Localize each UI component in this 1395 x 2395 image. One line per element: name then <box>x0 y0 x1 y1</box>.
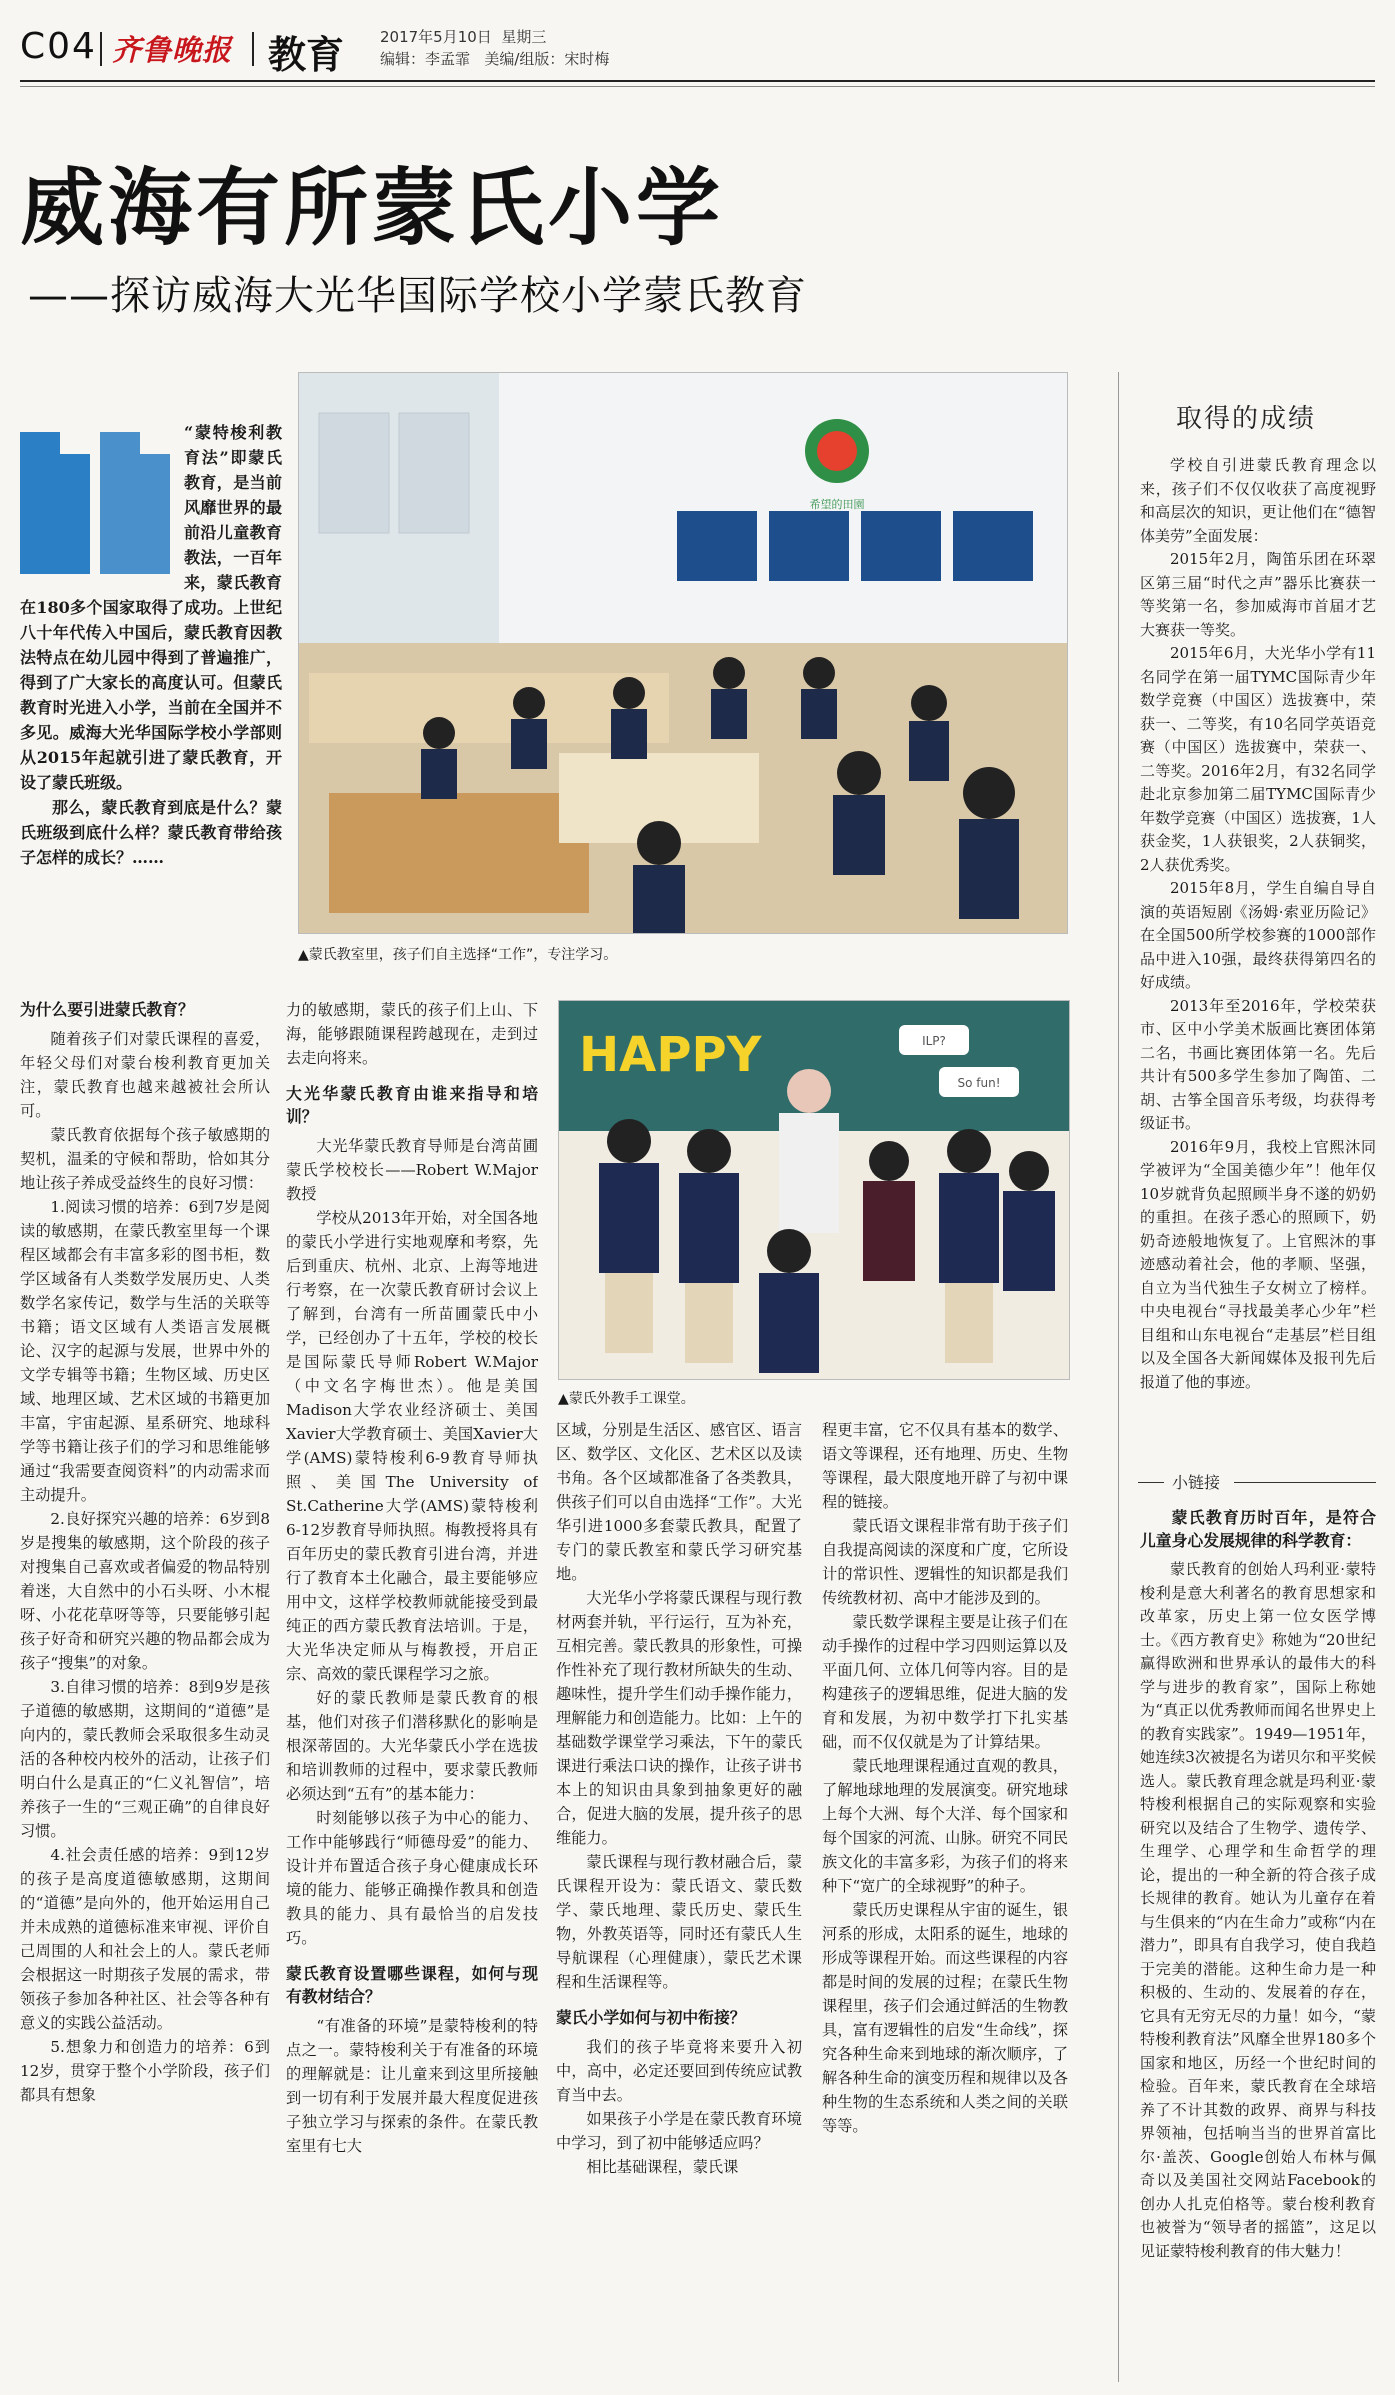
paragraph: 相比基础课程，蒙氏课 <box>586 2158 739 2176</box>
date: 2017年5月10日 <box>380 28 492 46</box>
headline: 威海有所蒙氏小学 <box>20 159 725 257</box>
classroom-photo <box>298 372 1068 934</box>
editor: 编辑：李孟霏 <box>380 50 471 68</box>
masthead-divider <box>100 32 102 66</box>
paragraph: 2.良好探究兴趣的培养：6岁到8岁是搜集的敏感期，这个阶段的孩子对搜集自己喜欢或者偏爱的物品特别着迷，大自然中的小石头呀、小木棍呀、小花花草呀等等，只要能够引起孩子好奇和研究兴趣的物品都会成为孩子“搜集”的对象。 <box>20 1510 270 1672</box>
link-heading: 蒙氏教育历时百年，是符合儿童身心发展规律的科学教育： <box>1140 1508 1376 1550</box>
paragraph: 好的蒙氏教师是蒙氏教育的根基，他们对孩子们潜移默化的影响是根深蒂固的。大光华蒙氏小学在选拔和培训教师的过程中，要求蒙氏教师必须达到“五有”的基本能力： <box>286 1689 538 1803</box>
masthead-divider <box>252 32 254 66</box>
paragraph: 2015年2月，陶笛乐团在环翠区第三届“时代之声”器乐比赛获一等奖第一名，参加威海市首届才艺大赛获一等奖。 <box>1140 550 1376 639</box>
paragraph: 力的敏感期，蒙氏的孩子们上山、下海，能够跟随课程跨越现在，走到过去走向将来。 <box>286 1001 538 1067</box>
lead-float <box>20 420 184 590</box>
paragraph: 大光华小学将蒙氏课程与现行教材两套并轨，平行运行，互为补充，互相完善。蒙氏教具的形象性，可操作性补充了现行教材所缺失的生动、趣味性，提升学生们动手操作能力，理解能力和创造能力。比如：上午的基础数学课堂学习乘法，下午的蒙氏课进行乘法口诀的操作，让孩子讲书本上的知识由具象到抽象更好的融合，促进大脑的发展，提升孩子的思维能力。 <box>556 1589 802 1847</box>
article-column-2 <box>286 998 538 2382</box>
paragraph: 时刻能够以孩子为中心的能力、工作中能够践行“师德母爱”的能力、设计并布置适合孩子身心健康成长环境的能力、能够正确操作教具和创造教具的能力、具有最恰当的启发技巧。 <box>286 1809 538 1947</box>
lead-text: “蒙特梭利教育法”即蒙氏教育，是当前风靡世界的最前沿儿童教育教法，一百年来，蒙氏教育在180多个国家取得了成功。上世纪八十年代传入中国后，蒙氏教育因教法特点在幼儿园中得到了普遍推广，得到了广大家长的高度认可。但蒙氏教育时光进入小学，当前在全国并不多见。威海大光华国际学校小学部则从2015年起就引进了蒙氏教育，开设了蒙氏班级。 <box>20 423 282 792</box>
section-heading-junior: 蒙氏小学如何与初中衔接？ <box>556 2008 746 2027</box>
paragraph: 蒙氏数学课程主要是让孩子们在动手操作的过程中学习四则运算以及平面几何、立体几何等内容。目的是构建孩子的逻辑思维，促进大脑的发育和发展，为初中数学打下扎实基础，而不仅仅就是为了计算结果。 <box>822 1613 1068 1751</box>
paragraph: 随着孩子们对蒙氏课程的喜爱，年轻父母们对蒙台梭利教育更加关注，蒙氏教育也越来越被社会所认可。 <box>20 1030 270 1120</box>
paragraph: 我们的孩子毕竟将来要升入初中，高中，必定还要回到传统应试教育当中去。 <box>556 2038 802 2104</box>
section-heading-courses: 蒙氏教育设置哪些课程，如何与现有教材结合？ <box>286 1964 538 2006</box>
section-name: 教育 <box>268 33 345 77</box>
editor-credits <box>380 48 609 69</box>
section-heading-who: 大光华蒙氏教育由谁来指导和培训？ <box>286 1084 538 1126</box>
link-label: 小链接 <box>1172 1473 1221 1492</box>
paragraph: 2015年8月，学生自编自导自演的英语短剧《汤姆·索亚历险记》在全国500所学校参赛的1000部作品中进入10强，最终获得第四名的好成绩。 <box>1140 879 1376 991</box>
issue-date <box>380 26 546 47</box>
classroom-photo-caption: ▲蒙氏教室里，孩子们自主选择“工作”，专注学习。 <box>298 947 618 963</box>
lead-text-2: 那么，蒙氏教育到底是什么？蒙氏班级到底什么样？蒙氏教育带给孩子怎样的成长？…… <box>20 798 282 867</box>
paragraph: 蒙氏历史课程从宇宙的诞生，银河系的形成，太阳系的诞生，地球的形成等课程开始。而这些课程的内容都是时间的发展的过程；在蒙氏生物课程里，孩子们会通过鲜活的生物教具，富有逻辑性的启发“生命线”，探究各种生命来到地球的渐次顺序，了解各种生命的演变历程和规律以及各种生物的生态系统和人类之间的关联等等。 <box>822 1901 1068 2135</box>
sidebar-divider <box>1118 372 1119 2382</box>
paragraph: 4.社会责任感的培养：9到12岁的孩子是高度道德敏感期，这期间的“道德”是向外的，他开始运用自己并未成熟的道德标准来审视、评价自己周围的人和社会上的人。蒙氏老师会根据这一时期孩子发展的需求，带领孩子参加各种社区、社会等各种有意义的实践公益活动。 <box>20 1846 270 2032</box>
paragraph: 2013年至2016年，学校荣获市、区中小学美术版画比赛团体第二名，书画比赛团体第一名。先后共计有500多学生参加了陶笛、二胡、古筝全国音乐考级，均获得考级证书。 <box>1140 996 1376 1132</box>
paragraph: 蒙氏语文课程非常有助于孩子们自我提高阅读的深度和广度，它所设计的常识性、逻辑性的知识都是我们传统教材初、高中才能涉及到的。 <box>822 1517 1068 1607</box>
paragraph: 2015年6月，大光华小学有11名同学在第一届TYMC国际青少年数学竞赛（中国区）选拔赛中，荣获一、二等奖，有10名同学英语竞赛（中国区）选拔赛中，荣获一、二等奖。2016年2月，有32名同学赴北京参加第二届TYMC国际青少年数学竞赛（中国区）选拔赛，1人获金奖，1人获银奖，2人获铜奖，2人获优秀奖。 <box>1140 644 1376 874</box>
paragraph: 蒙氏课程与现行教材融合后，蒙氏课程开设为：蒙氏语文、蒙氏数学、蒙氏地理、蒙氏历史、蒙氏生物，外教英语等，同时还有蒙氏人生导航课程（心理健康），蒙氏艺术课程和生活课程等。 <box>556 1853 802 1991</box>
paragraph: 大光华蒙氏教育导师是台湾苗圃蒙氏学校校长——Robert W.Major教授 <box>286 1137 538 1203</box>
paper-logo: 齐鲁晚报 <box>112 33 233 67</box>
paragraph: 蒙氏教育依据每个孩子敏感期的契机，温柔的守候和帮助，恰如其分地让孩子养成受益终生的良好习惯： <box>20 1126 270 1192</box>
designer: 美编/组版：宋时梅 <box>484 50 610 68</box>
paragraph: 3.自律习惯的培养：8到9岁是孩子道德的敏感期，这期间的“道德”是向内的，蒙氏教师会采取很多生动灵活的各种校内校外的活动，让孩子们明白什么是真正的“仁义礼智信”，培养孩子一生的“三观正确”的自律良好习惯。 <box>20 1678 270 1840</box>
lead-paragraph <box>20 420 282 870</box>
handcraft-photo-caption: ▲蒙氏外教手工课堂。 <box>558 1391 695 1407</box>
classroom-photo-svg <box>299 373 1067 933</box>
article-column-1 <box>20 998 270 2382</box>
paragraph: 学校自引进蒙氏教育理念以来，孩子们不仅仅收获了高度视野和高层次的知识，更让他们在“德智体美劳”全面发展： <box>1140 456 1376 545</box>
page-number: C04 <box>20 26 97 67</box>
masthead-rule-thin <box>20 86 1375 87</box>
paragraph: 2016年9月，我校上官熙沐同学被评为“全国美德少年”！他年仅10岁就背负起照顾半身不遂的奶奶的重担。在孩子悉心的照顾下，奶奶奇迹般地恢复了。上官熙沐的事迹感动着社会，他的孝顺、坚强，自立为当代独生子女树立了榜样。中央电视台“寻找最美孝心少年”栏目组和山东电视台“走基层”栏目组以及全国各大新闻媒体及报刊先后报道了他的事迹。 <box>1140 1137 1376 1391</box>
handcraft-photo-svg <box>559 1001 1069 1379</box>
paragraph: 区域，分别是生活区、感官区、语言区、数学区、文化区、艺术区以及读书角。各个区域都准备了各类教具，供孩子们可以自由选择“工作”。大光华引进1000多套蒙氏教具，配置了专门的蒙氏教室和蒙氏学习研究基地。 <box>556 1421 802 1583</box>
link-rule-left <box>1138 1482 1164 1483</box>
bubble-two: ILP? <box>922 1034 946 1048</box>
weekday: 星期三 <box>501 28 547 46</box>
paragraph: 蒙氏地理课程通过直观的教具，了解地球地理的发展演变。研究地球上每个大洲、每个大洋、每个国家和每个国家的河流、山脉。研究不同民族文化的丰富多彩，为孩子们的将来种下“宽广的全球视野”的种子。 <box>822 1757 1068 1895</box>
paragraph: 如果孩子小学是在蒙氏教育环境中学习，到了初中能够适应吗？ <box>556 2110 802 2152</box>
subheadline: ——探访威海大光华国际学校小学蒙氏教育 <box>28 273 807 319</box>
link-rule-right <box>1234 1482 1376 1483</box>
article-column-3 <box>556 1418 802 2382</box>
handcraft-class-photo <box>558 1000 1070 1380</box>
paragraph: “有准备的环境”是蒙特梭利的特点之一。蒙特梭利关于有准备的环境的理解就是：让儿童来到这里所接触到一切有利于发展并最大程度促进孩子独立学习与探索的条件。在蒙氏教室里有七大 <box>286 2017 538 2155</box>
masthead-rule <box>20 80 1375 82</box>
paragraph: 1.阅读习惯的培养：6到7岁是阅读的敏感期，在蒙氏教室里每一个课程区域都会有丰富多彩的图书柜，数学区域备有人类数学发展历史、人类数学名家传记，数学与生活的关联等书籍；语文区域有人类语言发展概论、汉字的起源与发展，世界中外的文学专辑等书籍；生物区域、历史区域、地理区域、艺术区域的书籍更加丰富，宇宙起源、星系研究、地球科学等书籍让孩子们的学习和思维能够通过“我需要查阅资料”的内动需求而主动提升。 <box>20 1198 270 1504</box>
article-column-4 <box>822 1418 1068 2382</box>
sidebar-achievements <box>1140 454 1376 1464</box>
classroom-sign: 希望的田園 <box>809 498 865 511</box>
paragraph: 蒙氏教育的创始人玛利亚·蒙特梭利是意大利著名的教育思想家和改革家，历史上第一位女医学博士。《西方教育史》称她为“20世纪赢得欧洲和世界承认的最伟大的科学与进步的教育家”，国际上称她为“真正以优秀教师而闻名世界史上的教育实践家”。1949—1951年，她连续3次被提名为诺贝尔和平奖候选人。蒙氏教育理念就是玛利亚·蒙特梭利根据自己的实际观察和实验研究以及结合了生物学、遗传学、生理学、心理学和生命哲学的理论，提出的一种全新的符合孩子成长规律的教育。她认为儿童存在着与生俱来的“内在生命力”或称“内在潜力”，即具有自我学习，使自我趋于完美的潜能。这种生命力是一种积极的、生动的、发展着的存在，它具有无穷无尽的力量！如今，“蒙特梭利教育法”风靡全世界180多个国家和地区，历经一个世纪时间的检验。百年来，蒙氏教育在全球培养了不计其数的政界、商界与科技界领袖，包括响当当的世界首富比尔·盖茨、Google创始人布林与佩奇以及美国社交网站Facebook的创办人扎克伯格等。蒙台梭利教育也被誉为“领导者的摇篮”，这足以见证蒙特梭利教育的伟大魅力！ <box>1140 1560 1376 2260</box>
happy-word: HAPPY <box>579 1027 762 1083</box>
paragraph: 程更丰富，它不仅具有基本的数学、语文等课程，还有地理、历史、生物等课程，最大限度地开辟了与初中课程的链接。 <box>822 1421 1068 1511</box>
sidebar-title: 取得的成绩 <box>1176 404 1317 434</box>
paragraph: 学校从2013年开始，对全国各地的蒙氏小学进行实地观摩和考察，先后到重庆、杭州、北京、上海等地进行考察，在一次蒙氏教育研讨会议上了解到，台湾有一所苗圃蒙氏中小学，已经创办了十五年，学校的校长是国际蒙氏导师Robert W.Major（中文名字梅世杰）。他是美国Madison大学农业经济硕士、美国Xavier大学教育硕士、美国Xavier大学(AMS)蒙特梭利6-9教育导师执照、美国The University of St.Catherine大学(AMS)蒙特梭利6-12岁教育导师执照。梅教授将具有百年历史的蒙氏教育引进台湾，并进行了教育本土化融合，最主要能够应用中文，这样学校教师就能接受到最纯正的西方蒙氏教育法培训。于是，大光华决定师从与梅教授，开启正宗、高效的蒙氏课程学习之旅。 <box>286 1209 538 1683</box>
section-heading-why: 为什么要引进蒙氏教育？ <box>20 1000 194 1019</box>
sidebar-link-box <box>1140 1506 1376 2382</box>
paragraph: 5.想象力和创造力的培养：6到12岁，贯穿于整个小学阶段，孩子们都具有想象 <box>20 2038 270 2104</box>
bubble-one: So fun! <box>957 1076 1001 1090</box>
